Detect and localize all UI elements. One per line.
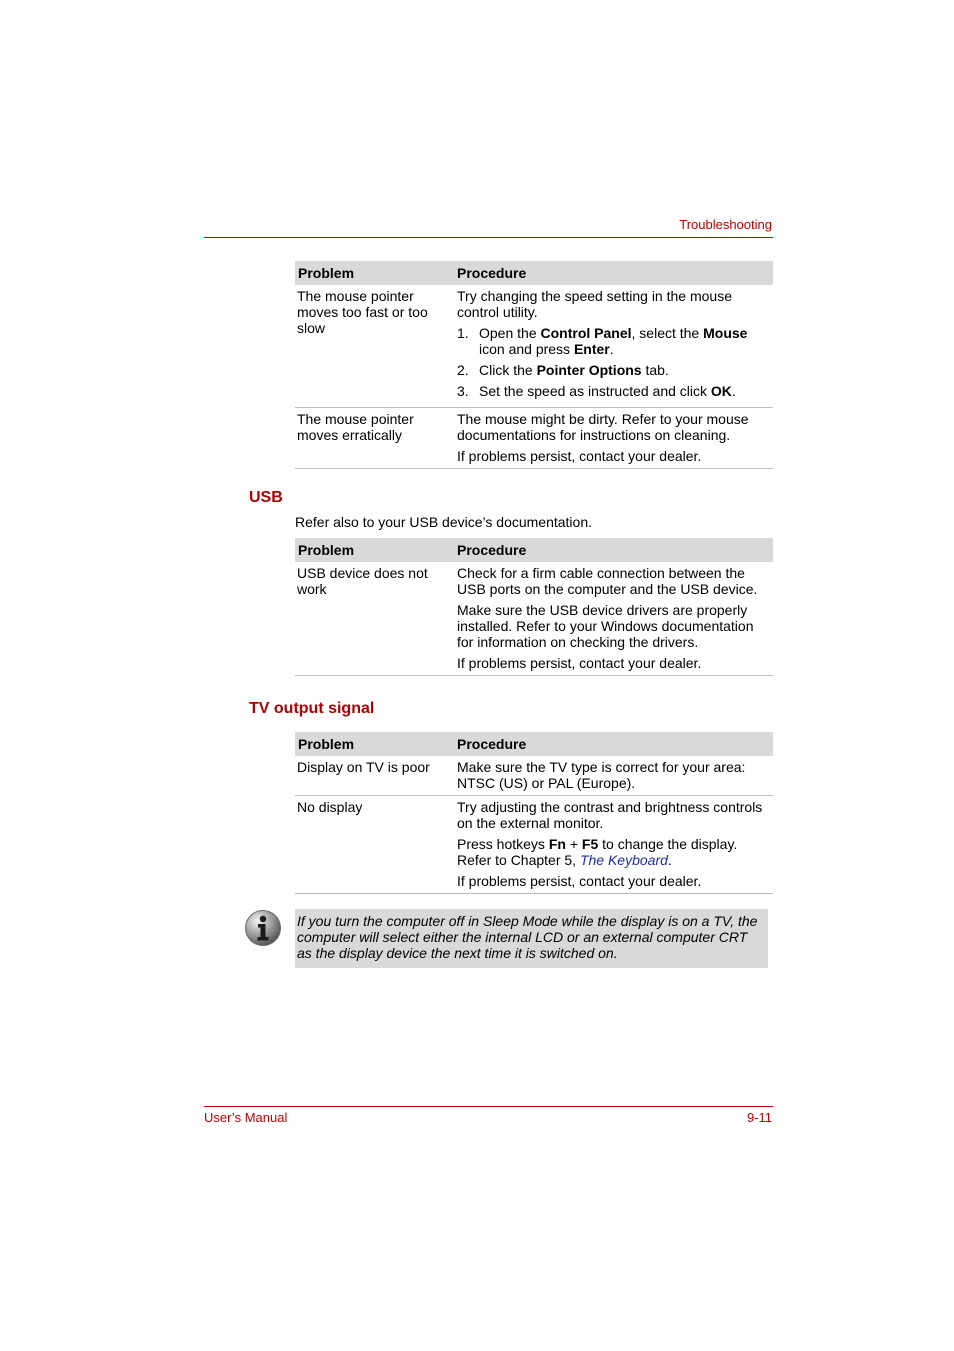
procedure-text: Make sure the USB device drivers are properly installed. Refer to your Windows documentation for information on checking the drivers. <box>457 602 754 650</box>
procedure-cell <box>454 756 773 796</box>
column-header-procedure: Procedure <box>454 538 773 562</box>
mouse-troubleshooting-table <box>295 261 773 469</box>
keyboard-chapter-link[interactable]: The Keyboard <box>579 852 668 868</box>
note-box: If you turn the computer off in Sleep Mode while the display is on a TV, the computer will select either the internal LCD or an external computer CRT as the display device the next time it is switched on. <box>295 909 768 968</box>
procedure-text: If problems persist, contact your dealer. <box>457 448 702 464</box>
problem-cell: USB device does not work <box>295 562 454 676</box>
column-header-procedure: Procedure <box>454 732 773 756</box>
procedure-text: Try changing the speed setting in the mouse control utility. <box>457 288 732 320</box>
header-rule <box>204 237 773 238</box>
problem-cell: Display on TV is poor <box>295 756 454 796</box>
procedure-text: Check for a firm cable connection between the USB ports on the computer and the USB device. <box>457 565 758 597</box>
footer-rule <box>204 1106 773 1107</box>
procedure-text: Make sure the TV type is correct for your area: NTSC (US) or PAL (Europe). <box>457 759 746 791</box>
usb-troubleshooting-table <box>295 538 773 676</box>
column-header-problem: Problem <box>295 261 454 285</box>
problem-cell: The mouse pointer moves erratically <box>295 408 454 469</box>
table-header-row <box>295 261 773 285</box>
column-header-problem: Problem <box>295 732 454 756</box>
table-header-row <box>295 732 773 756</box>
tv-troubleshooting-table <box>295 732 773 894</box>
page-number: 9-11 <box>746 1110 772 1125</box>
step-item: 3. Set the speed as instructed and click OK. <box>457 383 736 399</box>
procedure-text: If problems persist, contact your dealer. <box>457 873 702 889</box>
table-header-row <box>295 538 773 562</box>
procedure-text: If problems persist, contact your dealer. <box>457 655 702 671</box>
problem-cell: No display <box>295 796 454 894</box>
procedure-cell <box>454 796 773 894</box>
procedure-text: The mouse might be dirty. Refer to your mouse documentations for instructions on cleaning. <box>457 411 749 443</box>
step-item: 1. Open the Control Panel, select the Mouse icon and press Enter. <box>457 325 748 357</box>
step-item: 2. Click the Pointer Options tab. <box>457 362 669 378</box>
procedure-text: Press hotkeys Fn + F5 to change the display. Refer to Chapter 5, The Keyboard. <box>457 836 738 868</box>
info-icon <box>244 909 282 947</box>
column-header-problem: Problem <box>295 538 454 562</box>
problem-cell: The mouse pointer moves too fast or too slow <box>295 285 454 408</box>
procedure-text: Try adjusting the contrast and brightness controls on the external monitor. <box>457 799 763 831</box>
table-row <box>295 285 773 408</box>
section-title-tv-output: TV output signal <box>249 700 375 717</box>
usb-intro: Refer also to your USB device’s documentation. <box>295 514 593 530</box>
procedure-cell <box>454 285 773 408</box>
steps-list <box>457 325 771 399</box>
section-title-usb: USB <box>249 489 283 506</box>
procedure-cell <box>454 408 773 469</box>
footer-manual-title: User’s Manual <box>204 1110 288 1125</box>
running-header: Troubleshooting <box>679 217 772 232</box>
table-row <box>295 756 773 796</box>
table-row <box>295 562 773 676</box>
procedure-cell <box>454 562 773 676</box>
table-row <box>295 408 773 469</box>
table-row <box>295 796 773 894</box>
column-header-procedure: Procedure <box>454 261 773 285</box>
